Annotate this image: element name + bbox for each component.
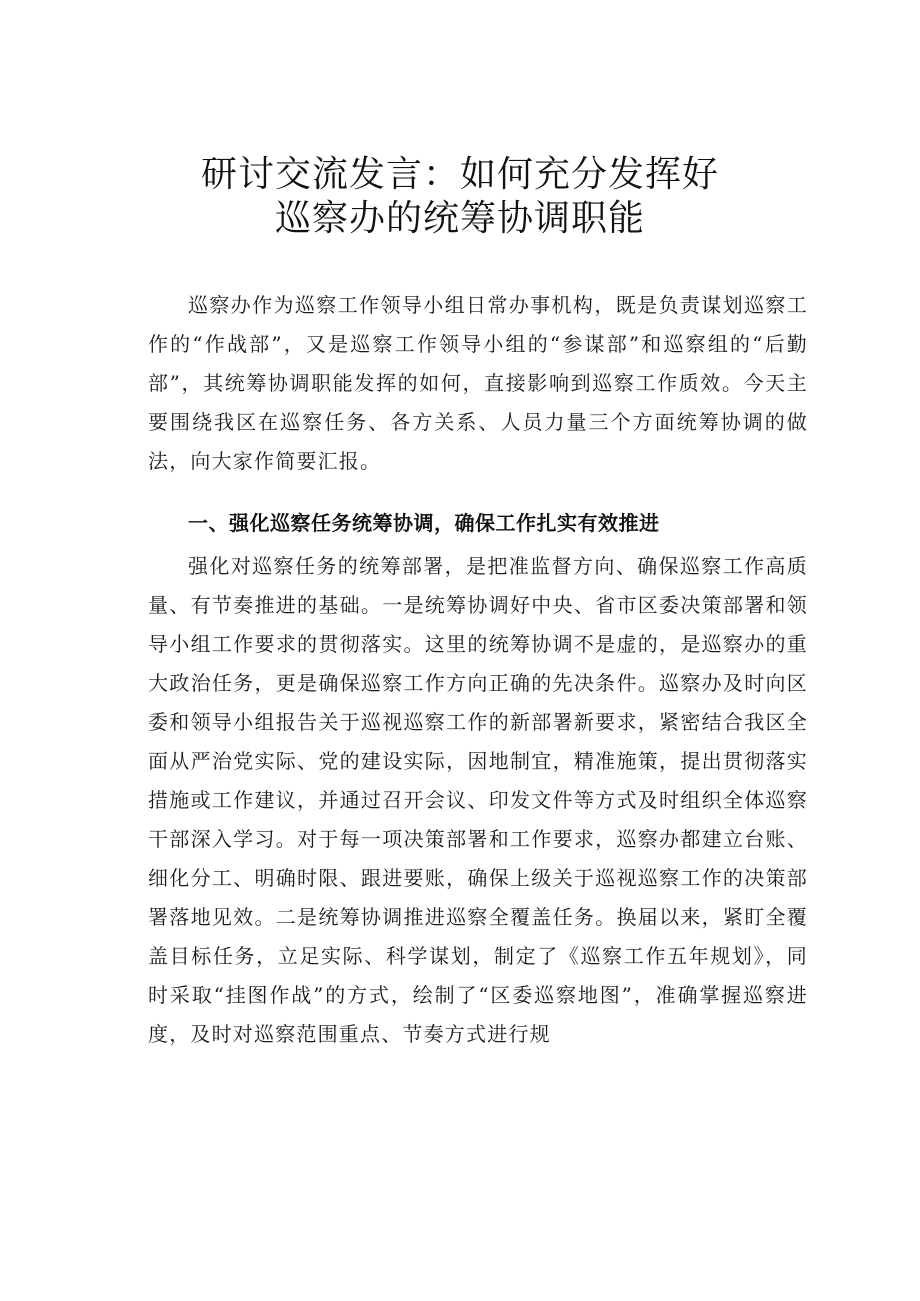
document-title-line-1: 研讨交流发言：如何充分发挥好 [200, 154, 719, 195]
document-title-line-2: 巡察办的统筹协调职能 [274, 198, 645, 239]
intro-paragraph: 巡察办作为巡察工作领导小组日常办事机构，既是负责谋划巡察工作的“作战部”，又是巡察工作领导小组的“参谋部”和巡察组的“后勤部”，其统筹协调职能发挥的如何，直接影响到巡察工作质效。今天主要围绕我区在巡察任务、各方关系、人员力量三个方面统筹协调的做法，向大家作简要汇报。 [148, 293, 808, 473]
section-heading-1: 一、强化巡察任务统筹协调，确保工作扎实有效推进 [188, 511, 660, 535]
section-1-paragraph: 强化对巡察任务的统筹部署，是把准监督方向、确保巡察工作高质量、有节奏推进的基础。一是统筹协调好中央、省市区委决策部署和领导小组工作要求的贯彻落实。这里的统筹协调不是虚的，是巡察办的重大政治任务，更是确保巡察工作方向正确的先决条件。巡察办及时向区委和领导小组报告关于巡视巡察工作的新部署新要求，紧密结合我区全面从严治党实际、党的建设实际，因地制宜，精准施策，提出贯彻落实措施或工作建议，并通过召开会议、印发文件等方式及时组织全体巡察干部深入学习。对于每一项决策部署和工作要求，巡察办都建立台账、细化分工、明确时限、跟进要账，确保上级关于巡视巡察工作的决策部署落地见效。二是统筹协调推进巡察全覆盖任务。换届以来，紧盯全覆盖目标任务，立足实际、科学谋划，制定了《巡察工作五年规划》，同时采取“挂图作战”的方式，绘制了“区委巡察地图”，准确掌握巡察进度，及时对巡察范围重点、节奏方式进行规 [148, 554, 808, 1046]
